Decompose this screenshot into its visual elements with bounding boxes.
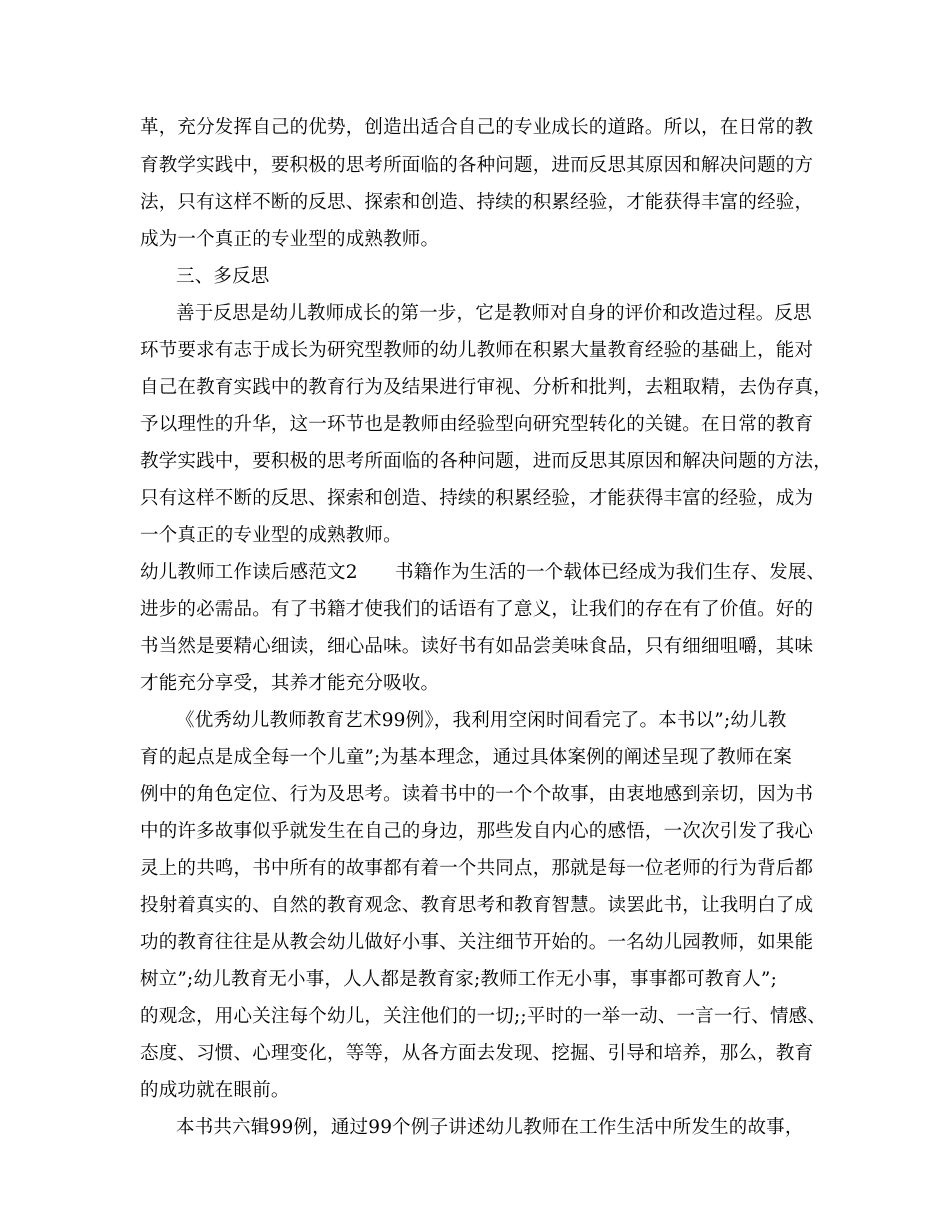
text-line: 育教学实践中，要积极的思考所面临的各种问题，进而反思其原因和解决问题的方 xyxy=(140,155,814,176)
text-line: 才能充分享受，其养才能充分吸收。 xyxy=(140,673,440,694)
text-line: 育的起点是成全每一个儿童”;为基本理念，通过具体案例的阐述呈现了教师在案 xyxy=(140,747,792,768)
text-line: 中的许多故事似乎就发生在自己的身边，那些发自内心的感悟，一次次引发了我心 xyxy=(140,821,814,842)
text-line: 灵上的共鸣，书中所有的故事都有着一个共同点，那就是每一位老师的行为背后都 xyxy=(140,858,814,879)
text-line: 书当然是要精心细读，细心品味。读好书有如品尝美味食品，只有细细咀嚼，其味 xyxy=(140,636,814,657)
text-line: 予以理性的升华，这一环节也是教师由经验型向研究型转化的关键。在日常的教育 xyxy=(140,414,814,435)
text-line: 教学实践中，要积极的思考所面临的各种问题，进而反思其原因和解决问题的方法， xyxy=(140,451,832,472)
article-title-line: 幼儿教师工作读后感范文2 书籍作为生活的一个载体已经成为我们生存、发展、 xyxy=(140,562,826,583)
text-line: 环节要求有志于成长为研究型教师的幼儿教师在积累大量教育经验的基础上，能对 xyxy=(140,340,814,361)
text-line: 本书共六辑99例，通过99个例子讲述幼儿教师在工作生活中所发生的故事， xyxy=(176,1117,804,1138)
section-heading: 三、多反思 xyxy=(176,266,270,287)
text-line: 的观念，用心关注每个幼儿，关注他们的一切;;平时的一举一动、一言一行、情感、 xyxy=(140,1006,827,1027)
text-line: 《优秀幼儿教师教育艺术99例》，我利用空闲时间看完了。本书以”;幼儿教 xyxy=(176,710,787,731)
text-line: 功的教育往往是从教会幼儿做好小事、关注细节开始的。一名幼儿园教师，如果能 xyxy=(140,932,814,953)
text-line: 态度、习惯、心理变化，等等，从各方面去发现、挖掘、引导和培养，那么，教育 xyxy=(140,1043,814,1064)
text-line: 自己在教育实践中的教育行为及结果进行审视、分析和批判，去粗取精，去伪存真， xyxy=(140,377,832,398)
text-line: 进步的必需品。有了书籍才使我们的话语有了意义，让我们的存在有了价值。好的 xyxy=(140,599,814,620)
text-line: 一个真正的专业型的成熟教师。 xyxy=(140,525,402,546)
text-line: 投射着真实的、自然的教育观念、教育思考和教育智慧。读罢此书，让我明白了成 xyxy=(140,895,814,916)
text-line: 只有这样不断的反思、探索和创造、持续的积累经验，才能获得丰富的经验，成为 xyxy=(140,488,814,509)
text-line: 成为一个真正的专业型的成熟教师。 xyxy=(140,229,440,250)
text-line: 革，充分发挥自己的优势，创造出适合自己的专业成长的道路。所以，在日常的教 xyxy=(140,117,814,138)
text-line: 法，只有这样不断的反思、探索和创造、持续的积累经验，才能获得丰富的经验， xyxy=(140,192,814,213)
text-line: 的成功就在眼前。 xyxy=(140,1080,290,1101)
text-line: 树立”;幼儿教育无小事，人人都是教育家;教师工作无小事，事事都可教育人”; xyxy=(140,969,778,990)
text-line: 例中的角色定位、行为及思考。读着书中的一个个故事，由衷地感到亲切，因为书 xyxy=(140,784,814,805)
text-line: 善于反思是幼儿教师成长的第一步，它是教师对自身的评价和改造过程。反思 xyxy=(176,303,812,324)
